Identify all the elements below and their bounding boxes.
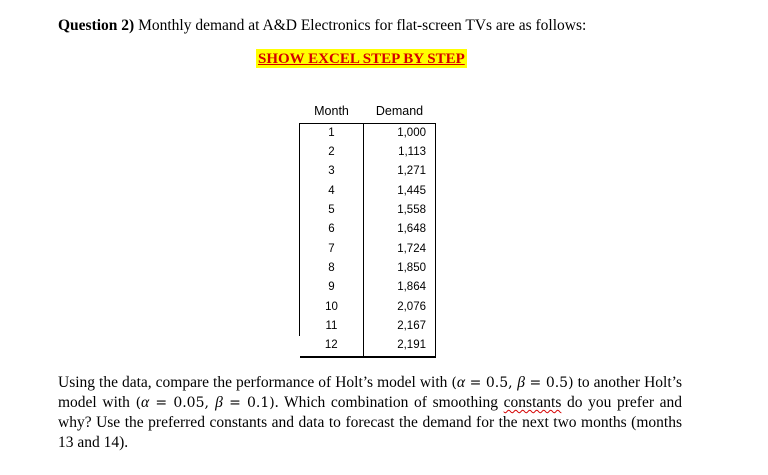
paragraph-text-3: . Which combination of smoothing xyxy=(274,394,504,411)
table-row xyxy=(300,298,436,317)
demand-cell: 1,850 xyxy=(364,259,436,278)
month-cell: 6 xyxy=(300,220,364,239)
table-row xyxy=(300,220,436,239)
demand-cell: 1,648 xyxy=(364,220,436,239)
table-row xyxy=(300,143,436,162)
table-row xyxy=(300,336,436,356)
table-row xyxy=(300,259,436,278)
month-cell: 9 xyxy=(300,278,364,297)
question-text: Monthly demand at A&D Electronics for flat-screen TVs are as follows: xyxy=(138,17,587,34)
question-heading xyxy=(58,17,586,35)
demand-cell: 1,000 xyxy=(364,124,436,144)
month-cell: 12 xyxy=(300,336,364,356)
table-header-row xyxy=(300,99,436,124)
demand-cell: 1,113 xyxy=(364,143,436,162)
table-row xyxy=(300,201,436,220)
question-label: Question 2) xyxy=(58,17,135,34)
month-cell: 1 xyxy=(300,124,364,144)
math-model-1: (α = 0.5, β = 0.5) xyxy=(451,374,574,391)
table-row xyxy=(300,182,436,201)
month-cell: 8 xyxy=(300,259,364,278)
demand-table xyxy=(299,99,436,358)
paragraph-text-1: Using the data, compare the performance of Holt’s model with xyxy=(58,374,452,391)
paragraph-text-4: do you prefer and why? Use the preferred constants and data to forecast the demand for the next two months (months 13 and 14). xyxy=(58,394,683,451)
month-cell: 11 xyxy=(300,317,364,336)
table-row xyxy=(300,278,436,297)
month-header: Month xyxy=(314,104,349,118)
demand-cell: 2,191 xyxy=(364,336,436,356)
month-cell: 5 xyxy=(300,201,364,220)
demand-cell: 1,864 xyxy=(364,278,436,297)
demand-cell: 1,445 xyxy=(364,182,436,201)
table-row xyxy=(300,124,436,144)
month-cell: 2 xyxy=(300,143,364,162)
instructions-paragraph xyxy=(58,373,682,453)
month-cell: 10 xyxy=(300,298,364,317)
demand-cell: 1,271 xyxy=(364,163,436,182)
month-cell: 4 xyxy=(300,182,364,201)
show-excel-banner: SHOW EXCEL STEP BY STEP xyxy=(258,51,465,67)
month-cell: 3 xyxy=(300,163,364,182)
month-cell: 7 xyxy=(300,240,364,259)
table-row xyxy=(300,240,436,259)
demand-cell: 2,076 xyxy=(364,298,436,317)
spellcheck-word: constants xyxy=(503,394,562,411)
math-model-2: (α = 0.05, β = 0.1) xyxy=(135,394,275,411)
demand-header: Demand xyxy=(375,104,424,118)
demand-cell: 2,167 xyxy=(364,317,436,336)
paragraph-text-2: to another Holt’s model with xyxy=(58,374,683,411)
demand-cell: 1,558 xyxy=(364,201,436,220)
table-row xyxy=(300,163,436,182)
table-row xyxy=(300,317,436,336)
demand-cell: 1,724 xyxy=(364,240,436,259)
